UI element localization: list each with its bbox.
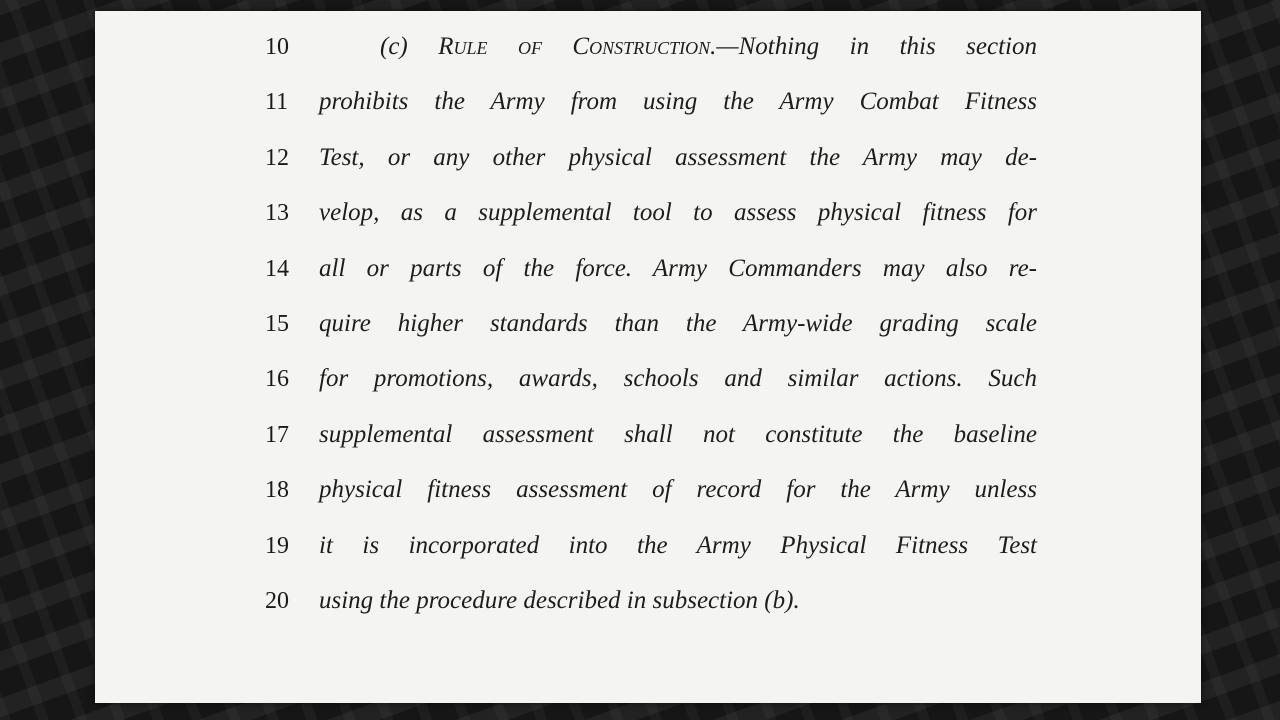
line-number: 13 [265, 200, 289, 227]
text-line-20 [95, 585, 1201, 640]
text-line-11 [95, 86, 1201, 141]
line-number: 15 [265, 310, 289, 337]
line-number: 18 [265, 477, 289, 504]
line-text: supplemental assessment shall not constitute the baseline [319, 420, 1037, 448]
line-number: 20 [265, 587, 289, 614]
line-number: 14 [265, 255, 289, 282]
line-text: Test, or any other physical assessment the Army may de- [319, 143, 1037, 171]
text-line-16 [95, 363, 1201, 418]
line-text: it is incorporated into the Army Physical Fitness Test [319, 531, 1037, 559]
text-line-12 [95, 142, 1201, 197]
line-text: for promotions, awards, schools and similar actions. Such [319, 365, 1037, 393]
subsection-heading: Rule of Construction. [438, 33, 717, 60]
text-line-17 [95, 419, 1201, 474]
text-line-10 [95, 31, 1201, 86]
bill-text [95, 31, 1201, 640]
text-line-18 [95, 474, 1201, 529]
line-text: all or parts of the force. Army Commanders may also re- [319, 254, 1037, 282]
line-number: 17 [265, 421, 289, 448]
text-line-19 [95, 530, 1201, 585]
line-text: velop, as a supplemental tool to assess physical fitness for [319, 199, 1037, 227]
subsection-label: (c) [380, 33, 439, 60]
line-body: —Nothing in this section [716, 33, 1037, 60]
line-number: 10 [265, 34, 289, 60]
text-line-13 [95, 197, 1201, 252]
line-text: prohibits the Army from using the Army Combat Fitness [319, 88, 1037, 116]
line-number: 11 [265, 89, 289, 116]
line-number: 16 [265, 366, 289, 393]
line-text: using the procedure described in subsection (b). [319, 586, 800, 614]
document-page [95, 11, 1201, 703]
line-text: physical fitness assessment of record for the Army unless [319, 476, 1037, 504]
text-line-14 [95, 253, 1201, 308]
line-number: 12 [265, 144, 289, 171]
line-number: 19 [265, 532, 289, 559]
line-text: quire higher standards than the Army-wide grading scale [319, 309, 1037, 337]
text-line-15 [95, 308, 1201, 363]
line-text [380, 31, 1037, 63]
